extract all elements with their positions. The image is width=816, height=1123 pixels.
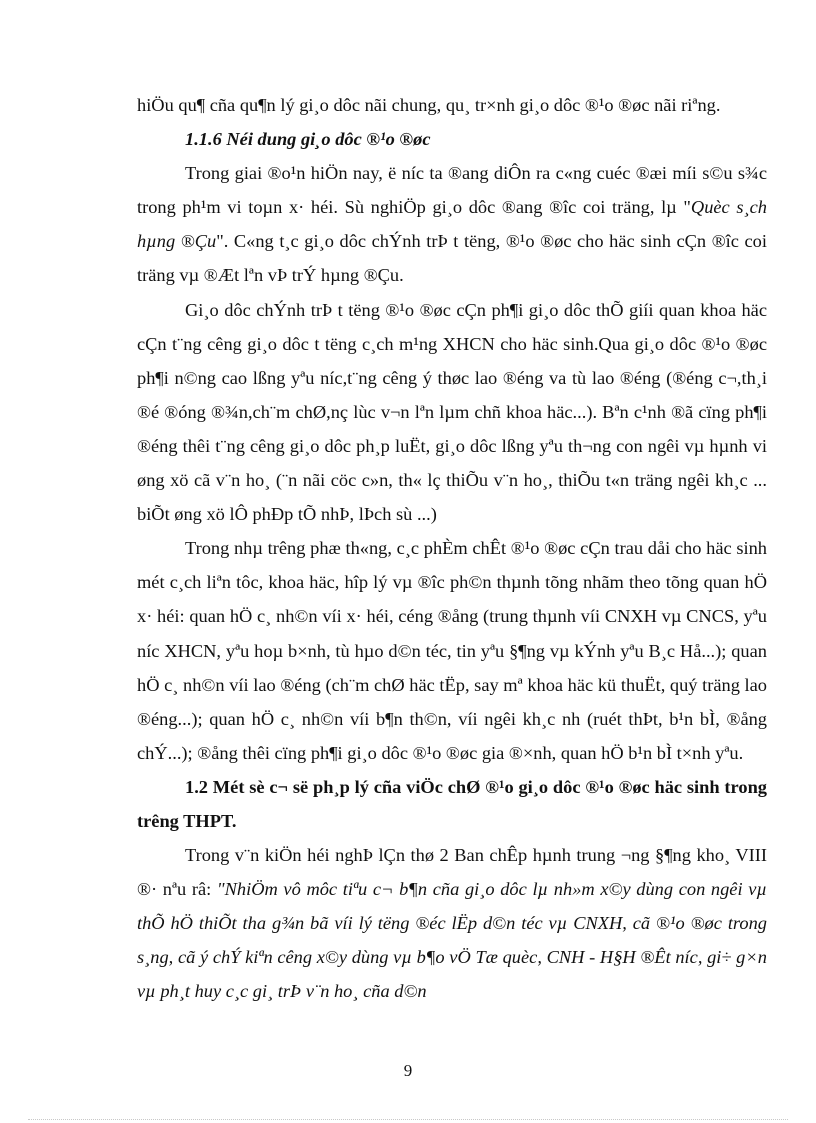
italic-quote: Quèc s¸ch hµng ®Çu <box>137 197 767 252</box>
paragraph-continuation: hiÖu qu¶ cña qu¶n lý gi¸o dôc nãi chung, qu¸ tr×nh gi¸o dôc ®¹o ®øc nãi riªng. <box>137 95 721 115</box>
paragraph-current-context <box>137 156 767 292</box>
page-bottom-rule <box>28 1119 788 1120</box>
paragraph-text: Trong v¨n kiÖn héi nghÞ lÇn thø 2 Ban chÊp hµnh trung ¬ng §¶ng kho¸ VIII ®· nªu râ: <box>137 845 767 900</box>
paragraph-text-after: ". C«ng t¸c gi¸o dôc chÝnh trÞ t tëng, ®¹o ®øc cho häc sinh cÇn ®îc coi träng vµ ®Æt lªn vÞ trÝ hµng ®Çu. <box>137 231 767 286</box>
paragraph-text: Trong giai ®o¹n hiÖn nay, ë níc ta ®ang diÔn ra c«ng cuéc ®æi míi s©u s¾c trong ph¹m vi toµn x· héi. Sù nghiÖp gi¸o dôc ®ang ®îc coi träng, lµ " <box>137 163 767 218</box>
italic-citation: "NhiÖm vô môc tiªu c¬ b¶n cña gi¸o dôc lµ nh»m x©y dùng con ngêi vµ thÕ hÖ thiÕt tha g¾n bã víi lý tëng ®éc lËp d©n téc vµ CNXH, cã ®¹o ®øc trong s¸ng, cã ý chÝ kiªn cêng x©y dùng vµ b¶o vÖ Tæ quèc, CNH - H§H ®Êt níc, gi÷ g×n vµ ph¸t huy c¸c gi¸ trÞ v¨n ho¸ cña d©n <box>137 879 767 1002</box>
paragraph-party-document <box>137 838 767 1008</box>
page-number: 9 <box>403 1061 413 1080</box>
section-heading-1-2: 1.2 Mét sè c¬ së ph¸p lý cña viÖc chØ ®¹o gi¸o dôc ®¹o ®øc häc sinh trong trêng THPT. <box>137 776 767 831</box>
page-body <box>137 88 767 1009</box>
paragraph-political-education: Gi¸o dôc chÝnh trÞ t tëng ®¹o ®øc cÇn ph¶i gi¸o dôc thÕ giíi quan khoa häc cÇn t¨ng cêng gi¸o dôc t tëng c¸ch m¹ng XHCN cho häc sinh.Qua gi¸o dôc ®¹o ®øc ph¶i n©ng cao lßng yªu níc,t¨ng cêng ý thøc lao ®éng va tù lao ®éng (®éng c¬,th¸i ®é ®óng ®¾n,ch¨m chØ,nç lùc v¬n lªn lµm chñ khoa häc...). Bªn c¹nh ®ã cïng ph¶i ®éng thêi t¨ng cêng gi¸o dôc ph¸p luËt, gi¸o dôc lßng yªu th¬ng con ngêi vµ hµnh vi øng xö cã v¨n ho¸ (¨n nãi cöc c»n, th« lç thiÕu v¨n ho¸, thiÕu t«n träng ngêi kh¸c ... biÕt øng xö lÔ phÐp tÕ nhÞ, lÞch sù ...) <box>137 299 767 525</box>
section-heading-1-1-6: 1.1.6 Néi dung gi¸o dôc ®¹o ®øc <box>185 129 431 150</box>
paragraph-moral-qualities: Trong nhµ trêng phæ th«ng, c¸c phÈm chÊt ®¹o ®øc cÇn trau dåi cho häc sinh mét c¸ch liªn tôc, khoa häc, hîp lý vµ ®îc ph©n thµnh tõng nhãm theo tõng quan hÖ x· héi: quan hÖ c¸ nh©n víi x· héi, céng ®ång (trung thµnh víi CNXH vµ CNCS, yªu níc XHCN, yªu hoµ b×nh, tù hµo d©n téc, tin yªu §¶ng vµ kÝnh yªu B¸c Hå...); quan hÖ c¸ nh©n víi lao ®éng (ch¨m chØ häc tËp, say mª khoa häc kü thuËt, quý träng lao ®éng...); quan hÖ c¸ nh©n víi b¶n th©n, víi ngêi kh¸c nh (ruét thÞt, b¹n bÌ, ®ång chÝ...); ®ång thêi cïng ph¶i gi¸o dôc ®¹o ®øc gia ®×nh, quan hÖ b¹n bÌ t×nh yªu. <box>137 538 767 763</box>
